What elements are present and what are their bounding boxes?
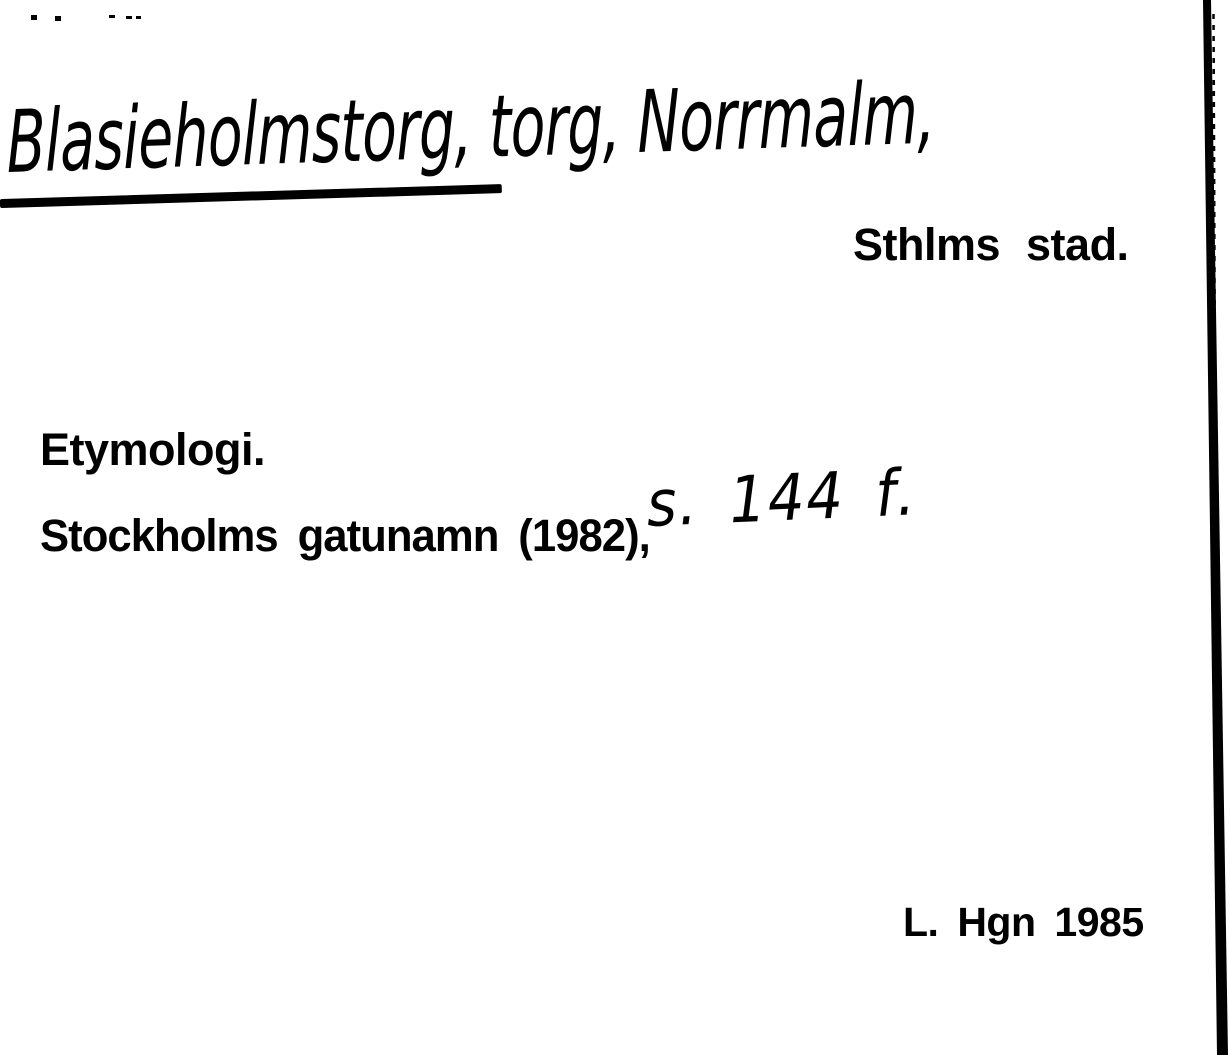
scan-speck bbox=[126, 16, 132, 19]
reference-pages: s. 144 f. bbox=[645, 456, 919, 542]
heading-suffix: , torg, Norrmalm, bbox=[453, 63, 936, 179]
etymology-heading: Etymologi. bbox=[40, 424, 266, 475]
district-label: Sthlms stad. bbox=[853, 219, 1129, 270]
scan-speck bbox=[109, 15, 115, 18]
scan-speck bbox=[136, 16, 141, 19]
scan-speck bbox=[31, 15, 37, 20]
signature: L. Hgn 1985 bbox=[903, 899, 1144, 945]
scan-speck bbox=[55, 16, 61, 21]
headword: Blasieholmstorg bbox=[6, 78, 455, 193]
reference-citation: Stockholms gatunamn (1982), bbox=[40, 510, 650, 561]
heading-line bbox=[6, 59, 935, 200]
scan-edge-artifact bbox=[1190, 0, 1230, 1055]
